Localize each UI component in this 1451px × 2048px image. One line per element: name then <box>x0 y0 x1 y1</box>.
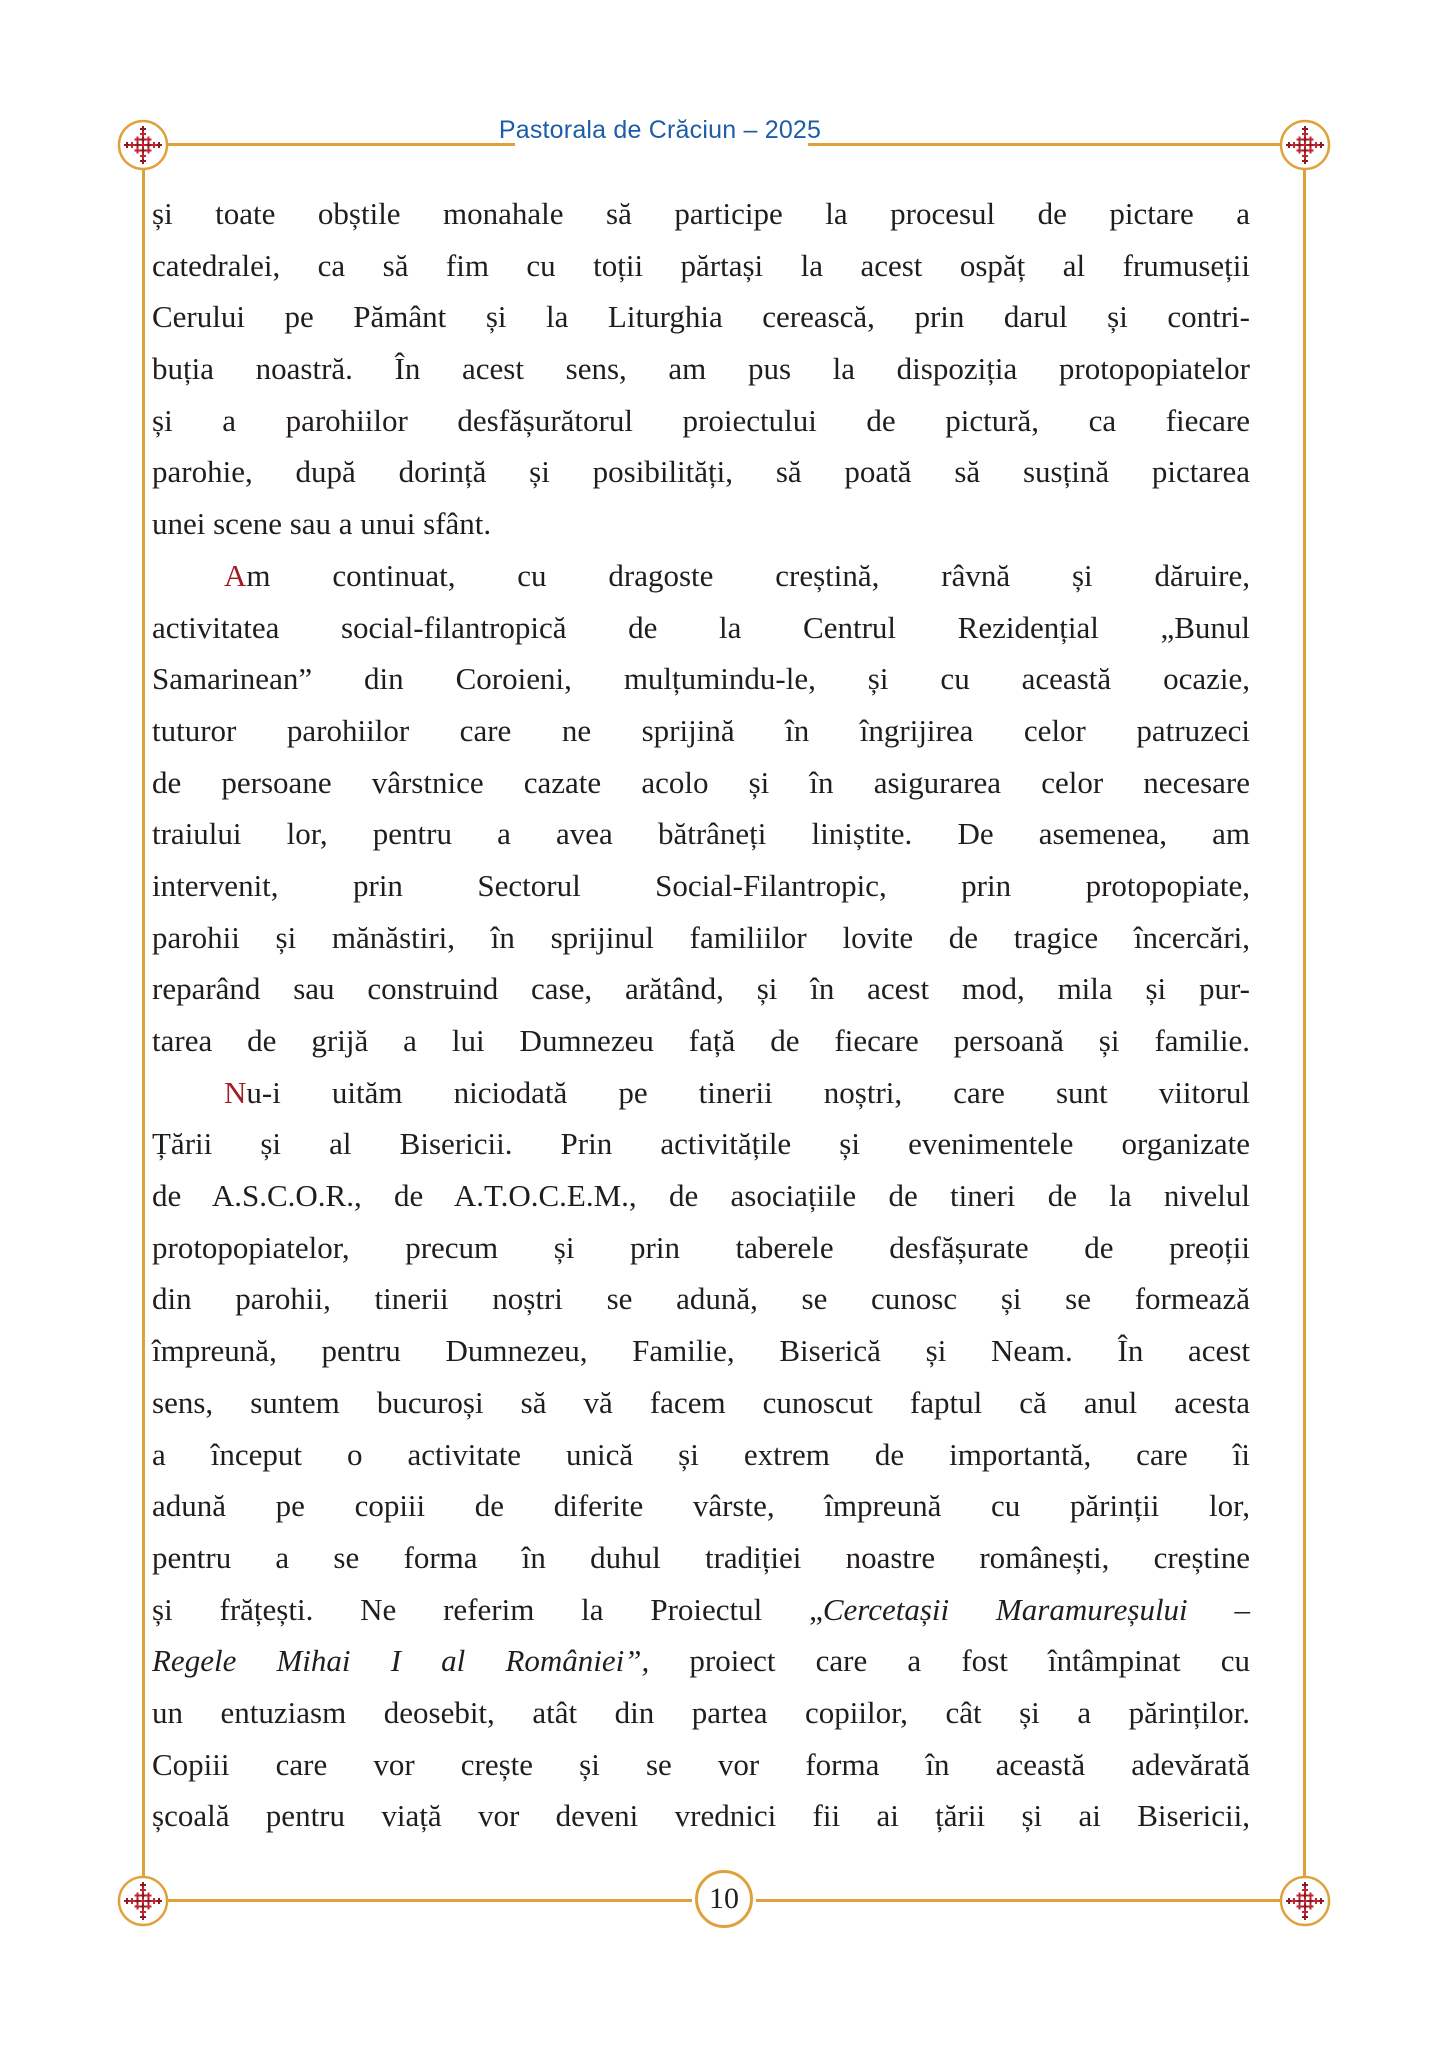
frame-top-line-left <box>143 143 515 146</box>
text-line: adună pe copiii de diferite vârste, împreună cu părinții lor, <box>152 1488 1250 1524</box>
text-line: tuturor parohiilor care ne sprijină în îngrijirea celor patruzeci <box>152 712 1250 748</box>
text-line: sens, suntem bucuroși să vă facem cunoscut faptul că anul acesta <box>152 1384 1250 1420</box>
text-line: împreună, pentru Dumnezeu, Familie, Biserică și Neam. În acest <box>152 1333 1250 1369</box>
text-line: Țării și al Bisericii. Prin activitățile și evenimentele organizate <box>152 1126 1250 1162</box>
text-line: școală pentru viață vor deveni vrednici fii ai țării și ai Bisericii, <box>152 1798 1250 1834</box>
text-line: Copiii care vor crește și se vor forma în această adevărată <box>152 1746 1250 1782</box>
paragraph-initial: A <box>224 557 247 593</box>
frame-bottom-line-left <box>143 1899 692 1902</box>
text-line: protopopiatelor, precum și prin taberele desfășurate de preoții <box>152 1229 1250 1265</box>
corner-ornament-top-left-icon <box>113 115 173 175</box>
page-number-badge <box>695 1870 753 1928</box>
page-number: 10 <box>709 1882 739 1915</box>
text-line: a început o activitate unică și extrem de importantă, care îi <box>152 1436 1250 1472</box>
frame-left-line <box>142 145 145 1902</box>
text-line: și a parohiilor desfășurătorul proiectului de pictură, ca fiecare <box>152 402 1250 438</box>
frame-top-line-right <box>808 143 1305 146</box>
text-block <box>152 188 1250 1842</box>
text-line: parohii și mănăstiri, în sprijinul familiilor lovite de tragice încercări, <box>152 919 1250 955</box>
text-line: din parohii, tinerii noștri se adună, se cunosc și se formează <box>152 1281 1250 1317</box>
text-line: intervenit, prin Sectorul Social-Filantropic, prin protopopiate, <box>152 867 1250 903</box>
corner-ornament-bottom-left-icon <box>113 1871 173 1931</box>
corner-ornament-bottom-right-icon <box>1275 1871 1335 1931</box>
text-line: Samarinean” din Coroieni, mulțumindu-le, și cu această ocazie, <box>152 661 1250 697</box>
text-line: unei scene sau a unui sfânt. <box>152 506 492 542</box>
text-line: un entuziasm deosebit, atât din partea copiilor, cât și a părinților. <box>152 1694 1250 1730</box>
text-line: pentru a se forma în duhul tradiției noastre românești, creștine <box>152 1539 1250 1575</box>
text-line: Cerului pe Pământ și la Liturghia cerească, prin darul și contri- <box>152 299 1250 335</box>
text-line: tarea de grijă a lui Dumnezeu față de fiecare persoană și familie. <box>152 1023 1250 1058</box>
text-line: traiului lor, pentru a avea bătrâneți liniștite. De asemenea, am <box>152 816 1250 852</box>
text-line: Am continuat, cu dragoste creștină, râvnă și dăruire, <box>224 557 1250 593</box>
text-line: Regele Mihai I al României”, proiect care a fost întâmpinat cu <box>152 1643 1250 1679</box>
text-line: Nu-i uităm niciodată pe tinerii noștri, care sunt viitorul <box>224 1074 1250 1110</box>
text-line: și frățești. Ne referim la Proiectul „Cercetașii Maramureșului – <box>152 1591 1250 1627</box>
text-line: reparând sau construind case, arătând, și în acest mod, mila și pur- <box>152 971 1250 1007</box>
text-line: de persoane vârstnice cazate acolo și în asigurarea celor necesare <box>152 764 1250 800</box>
text-line: activitatea social-filantropică de la Centrul Rezidențial „Bunul <box>152 609 1250 645</box>
text-line: buția noastră. În acest sens, am pus la dispoziția protopopiatelor <box>152 351 1250 387</box>
frame-right-line <box>1303 145 1306 1902</box>
text-line: catedralei, ca să fim cu toții părtași la acest ospăț al frumuseții <box>152 247 1250 283</box>
paragraph-initial: N <box>224 1074 247 1110</box>
page-header-title: Pastorala de Crăciun – 2025 <box>498 116 822 144</box>
text-line: parohie, după dorință și posibilități, să poată să susțină pictarea <box>152 454 1250 490</box>
text-line: și toate obștile monahale să participe la procesul de pictare a <box>152 196 1250 231</box>
corner-ornament-top-right-icon <box>1275 115 1335 175</box>
frame-bottom-line-right <box>756 1899 1305 1902</box>
text-line: de A.S.C.O.R., de A.T.O.C.E.M., de asociațiile de tineri de la nivelul <box>152 1178 1250 1214</box>
